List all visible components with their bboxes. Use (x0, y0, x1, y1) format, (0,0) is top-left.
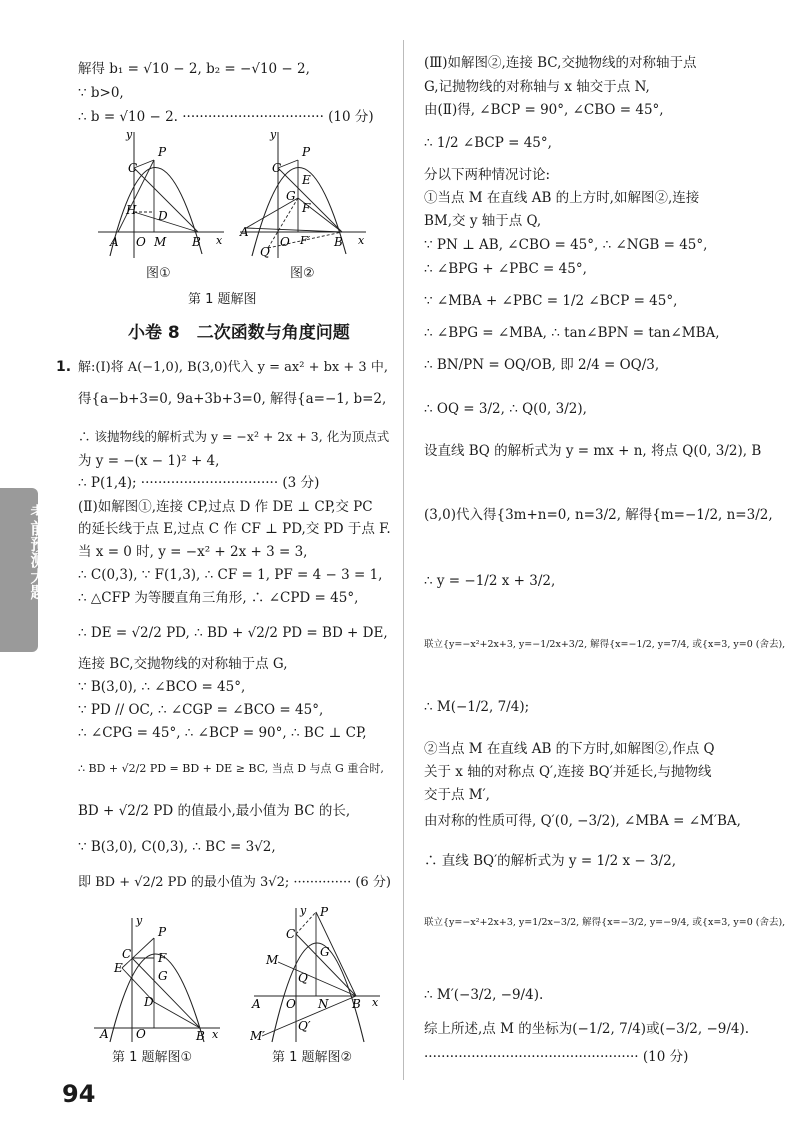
segment (246, 228, 342, 232)
text-line: 的延长线于点 E,过点 C 作 CF ⊥ PD,交 PD 于点 F. (78, 521, 391, 537)
caption: 第 1 题解图② (272, 1050, 353, 1065)
text-line: ∴ 1/2 ∠BCP = 45°, (424, 135, 552, 151)
fig-label: A (240, 225, 249, 239)
parabola (252, 167, 346, 256)
text-line: BD + √2/2 PD 的值最小,最小值为 BC 的长, (78, 803, 351, 819)
text-line: 联立{y=−x²+2x+3, y=1/2x−3/2, 解得{x=−3/2, y=−9/4, 或{x=3, y=0 (舍去), (424, 917, 786, 928)
fig-label: P (320, 905, 329, 919)
fig-label: M (266, 953, 279, 967)
fig-label: M (154, 235, 167, 249)
fig-label: G (286, 189, 296, 203)
text-line: 交于点 M′, (424, 787, 490, 803)
fig-label: N (318, 997, 329, 1011)
fig-label: C (122, 947, 132, 961)
fig-label: G (158, 969, 168, 983)
figure-1-bottom (92, 914, 222, 1044)
fig-label: E (114, 961, 123, 975)
fig-label: F′ (300, 234, 311, 247)
fig-label: B (352, 997, 361, 1011)
fig-label: y (300, 904, 307, 917)
text-line: 关于 x 轴的对称点 Q′,连接 BQ′并延长,与抛物线 (424, 764, 712, 780)
fig-label: P (158, 145, 167, 159)
text-line: ∴ M′(−3/2, −9/4). (424, 987, 544, 1003)
text-line: ∴ △CFP 为等腰直角三角形, ∴ ∠CPD = 45°, (78, 590, 359, 606)
text-line: ∴ M(−1/2, 7/4); (424, 699, 530, 715)
text-line: (3,0)代入得{3m+n=0, n=3/2, 解得{m=−1/2, n=3/2, (424, 507, 773, 523)
text-line: ∵ ∠MBA + ∠PBC = 1/2 ∠BCP = 45°, (424, 293, 678, 309)
text-line: ∵ b>0, (78, 85, 124, 101)
text-line: ∴ DE = √2/2 PD, ∴ BD + √2/2 PD = BD + DE, (78, 625, 388, 641)
fig-label: x (372, 996, 379, 1009)
text-line: ∴ OQ = 3/2, ∴ Q(0, 3/2), (424, 401, 587, 417)
side-tab (0, 488, 47, 652)
fig-label: F (302, 201, 311, 215)
segment (154, 1002, 200, 1028)
fig-label: Q (260, 245, 270, 259)
text-line: ②当点 M 在直线 AB 的下方时,如解图②,作点 Q (424, 741, 715, 757)
page-number: 94 (62, 1080, 96, 1108)
text-line: ∵ PN ⊥ AB, ∠CBO = 45°, ∴ ∠NGB = 45°, (424, 237, 708, 253)
fig-label: D (158, 209, 168, 223)
text-line: (Ⅲ)如解图②,连接 BC,交抛物线的对称轴于点 (424, 55, 697, 71)
fig-label: O (136, 235, 146, 249)
text-line: ∴ P(1,4); ································ (3 分) (78, 475, 320, 491)
fig-label: y (136, 914, 143, 927)
text-line: 当 x = 0 时, y = −x² + 2x + 3 = 3, (78, 544, 308, 560)
text-line: ∵ B(3,0), ∴ ∠BCO = 45°, (78, 679, 246, 695)
text-line: ∴ BD + √2/2 PD = BD + DE ≥ BC, 当点 D 与点 G 重合时, (78, 762, 384, 775)
text-line: 分以下两种情况讨论: (424, 167, 551, 183)
fig-label: C (286, 927, 296, 941)
fig-label: y (270, 128, 277, 141)
text-line: 设直线 BQ 的解析式为 y = mx + n, 将点 Q(0, 3/2), B (424, 443, 762, 459)
fig-label: C (128, 161, 138, 175)
text-line: 为 y = −(x − 1)² + 4, (78, 453, 220, 469)
text-line: ∴ 该抛物线的解析式为 y = −x² + 2x + 3, 化为顶点式 (78, 429, 390, 444)
text-line: 由对称的性质可得, Q′(0, −3/2), ∠MBA = ∠M′BA, (424, 813, 741, 829)
text-line: ·················································· (10 分) (424, 1049, 689, 1065)
figure-1-top (96, 128, 226, 260)
text-line: 联立{y=−x²+2x+3, y=−1/2x+3/2, 解得{x=−1/2, y=7/4, 或{x=3, y=0 (舍去), (424, 639, 786, 650)
fig-label: P (158, 925, 167, 939)
text-line: (Ⅱ)如解图①,连接 CP,过点 D 作 DE ⊥ CP,交 PC (78, 499, 373, 515)
fig-label: x (216, 234, 223, 247)
caption: 第 1 题解图 (188, 292, 257, 307)
problem-number: 1. (56, 359, 72, 375)
text-line: ∴ BN/PN = OQ/OB, 即 2/4 = OQ/3, (424, 357, 660, 373)
text-line: 解得 b₁ = √10 − 2, b₂ = −√10 − 2, (78, 61, 310, 77)
parabola (272, 943, 364, 1042)
text-line: BM,交 y 轴于点 Q, (424, 213, 542, 229)
fig-label: x (212, 1028, 219, 1041)
fig-label: O (286, 997, 296, 1011)
fig-label: P (302, 145, 311, 159)
fig-label: x (358, 234, 365, 247)
fig-label: B (192, 235, 201, 249)
text-line: ∵ B(3,0), C(0,3), ∴ BC = 3√2, (78, 839, 276, 855)
section-title: 小卷 8 二次函数与角度问题 (128, 323, 350, 343)
caption: 图② (290, 266, 315, 281)
parabola (110, 954, 204, 1042)
segment (296, 934, 356, 996)
fig-label: D (144, 995, 154, 1009)
figure-2-top (238, 128, 368, 260)
text-line: 即 BD + √2/2 PD 的最小值为 3√2; ·············· (6 分) (78, 875, 391, 890)
fig-label: G (320, 945, 330, 959)
fig-label: O (280, 235, 290, 249)
caption: 第 1 题解图① (112, 1050, 193, 1065)
text-line: ∴ y = −1/2 x + 3/2, (424, 573, 556, 589)
text-line: G,记抛物线的对称轴与 x 轴交于点 N, (424, 79, 650, 95)
text-line: 得{a−b+3=0, 9a+3b+3=0, 解得{a=−1, b=2, (78, 391, 387, 407)
text-line: ①当点 M 在直线 AB 的上方时,如解图②,连接 (424, 190, 700, 206)
text-line: 由(Ⅱ)得, ∠BCP = 90°, ∠CBO = 45°, (424, 102, 664, 118)
fig-label: A (110, 235, 119, 249)
text-line: ∵ PD // OC, ∴ ∠CGP = ∠BCO = 45°, (78, 702, 324, 718)
text-line: ∴ b = √10 − 2. ································· (10 分) (78, 109, 374, 125)
fig-label: F (158, 951, 167, 965)
fig-label: E (302, 173, 311, 187)
text-line: ∴ ∠BPG = ∠MBA, ∴ tan∠BPN = tan∠MBA, (424, 325, 720, 341)
fig-label: A (100, 1027, 109, 1041)
fig-label: M′ (250, 1029, 266, 1043)
column-divider (403, 40, 404, 1080)
fig-label: O (136, 1027, 146, 1041)
caption: 图① (146, 266, 171, 281)
fig-label: y (126, 128, 133, 141)
fig-label: B (334, 235, 343, 249)
text-line: 综上所述,点 M 的坐标为(−1/2, 7/4)或(−3/2, −9/4). (424, 1021, 750, 1037)
text-line: ∴ 直线 BQ′的解析式为 y = 1/2 x − 3/2, (424, 853, 676, 869)
fig-label: A (252, 997, 261, 1011)
text-line: 连接 BC,交抛物线的对称轴于点 G, (78, 656, 288, 672)
fig-label: H (126, 203, 137, 217)
text-line: ∴ C(0,3), ∵ F(1,3), ∴ CF = 1, PF = 4 − 3 = 1, (78, 567, 383, 583)
fig-label: B (196, 1029, 205, 1043)
fig-label: Q (298, 971, 308, 985)
side-tab-label: 考前预测大题 (28, 504, 47, 600)
fig-label: C (272, 161, 282, 175)
text-line: 解:(Ⅰ)将 A(−1,0), B(3,0)代入 y = ax² + bx + 3 中, (78, 360, 388, 375)
figure-2-bottom (250, 904, 386, 1044)
fig-label: Q′ (298, 1019, 311, 1033)
text-line: ∴ ∠CPG = 45°, ∴ ∠BCP = 90°, ∴ BC ⊥ CP, (78, 725, 367, 741)
text-line: ∴ ∠BPG + ∠PBC = 45°, (424, 261, 587, 277)
